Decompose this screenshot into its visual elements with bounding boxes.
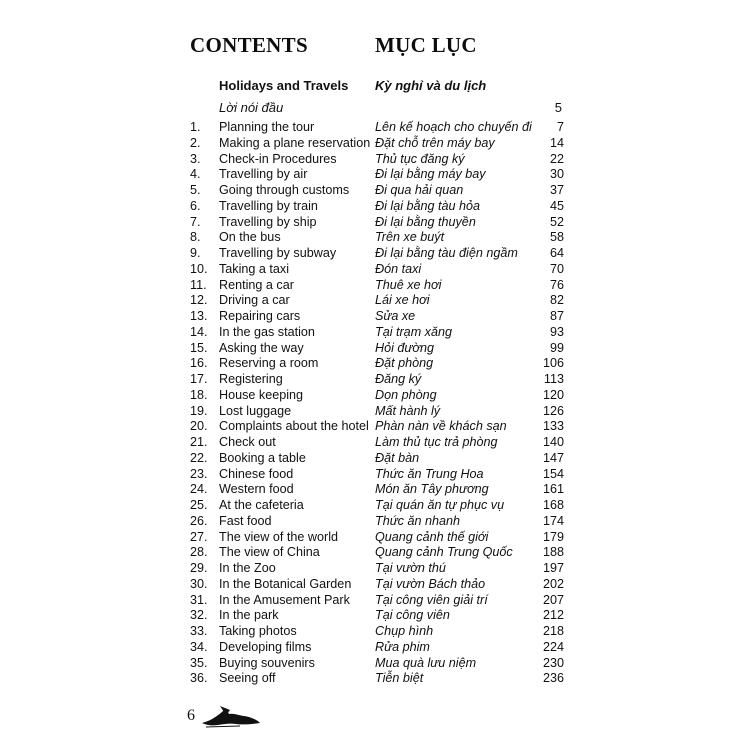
entry-page: 197 [542, 561, 564, 575]
entry-title-vi: Lên kế hoạch cho chuyến đi [375, 120, 532, 134]
entry-title-vi: Tại công viên [375, 608, 450, 623]
entry-page: 82 [549, 293, 564, 308]
entry-number: 26. [190, 513, 208, 528]
entry-title-en: Seeing off [219, 671, 276, 686]
entry-number: 18. [190, 387, 208, 402]
entry-title-en: Driving a car [219, 293, 290, 308]
entry-number: 24. [190, 482, 208, 497]
entry-title-en: Travelling by train [219, 198, 318, 213]
toc-row [190, 561, 566, 577]
entry-page: 168 [542, 498, 564, 512]
toc-list [190, 120, 566, 687]
entry-number: 23. [190, 466, 208, 481]
entry-title-en: In the park [219, 608, 279, 623]
entry-title-en: Registering [219, 372, 283, 386]
entry-number: 21. [190, 435, 208, 449]
toc-row [190, 230, 566, 246]
entry-page: 230 [542, 655, 564, 670]
entry-title-en: Lost luggage [219, 403, 292, 418]
entry-page: 236 [542, 671, 564, 686]
entry-title-vi: Trên xe buýt [375, 230, 445, 245]
entry-title-en: On the bus [219, 230, 281, 245]
entry-title-en: Asking the way [219, 340, 304, 355]
entry-title-en: Booking a table [219, 450, 306, 465]
entry-number: 22. [190, 450, 208, 465]
entry-number: 7. [190, 214, 201, 229]
entry-title-en: Check out [219, 435, 276, 449]
entry-title-en: Going through customs [219, 183, 350, 197]
toc-row [190, 120, 566, 136]
toc-row [190, 183, 566, 199]
entry-page: 58 [549, 230, 564, 245]
entry-title-en: Making a plane reservation [219, 135, 371, 150]
toc-row [190, 388, 566, 404]
entry-title-en: Chinese food [219, 466, 294, 481]
entry-title-vi: Thủ tục đăng ký [375, 151, 465, 166]
entry-number: 35. [190, 655, 208, 670]
toc-row [190, 136, 566, 152]
entry-number: 19. [190, 403, 208, 418]
entry-title-vi: Đặt phòng [375, 356, 434, 371]
entry-number: 36. [190, 671, 208, 686]
entry-number: 16. [190, 356, 208, 371]
entry-title-vi: Thức ăn Trung Hoa [375, 466, 484, 481]
entry-page: 113 [543, 372, 564, 386]
toc-row [190, 482, 566, 498]
entry-page: 188 [542, 545, 564, 560]
entry-title-en: Check-in Procedures [219, 151, 337, 166]
entry-title-vi: Tiễn biệt [375, 671, 424, 686]
entry-page: 202 [542, 576, 564, 591]
entry-title-vi: Món ăn Tây phương [375, 482, 489, 497]
entry-number: 25. [190, 498, 208, 512]
entry-number: 4. [190, 167, 201, 182]
entry-page: 161 [542, 482, 564, 497]
entry-number: 6. [190, 198, 201, 213]
entry-title-en: Travelling by air [219, 167, 308, 182]
entry-number: 28. [190, 545, 208, 560]
entry-number: 2. [190, 135, 201, 150]
entry-title-vi: Đi lại bằng thuyền [375, 214, 476, 229]
entry-title-en: The view of China [219, 545, 320, 560]
entry-number: 10. [190, 261, 208, 276]
entry-page: 174 [542, 513, 564, 528]
entry-title-vi: Phàn nàn về khách sạn [375, 419, 507, 434]
entry-page: 133 [542, 419, 564, 434]
entry-title-vi: Đi lại bằng tàu điện ngầm [375, 246, 518, 260]
entry-number: 32. [190, 608, 208, 623]
entry-title-vi: Đi lại bằng tàu hỏa [375, 198, 481, 213]
entry-title-vi: Đặt chỗ trên máy bay [375, 135, 495, 150]
entry-title-vi: Tại quán ăn tự phục vụ [375, 498, 505, 512]
toc-row [190, 467, 566, 483]
entry-page: 147 [542, 450, 564, 465]
entry-title-vi: Tại công viên giải trí [375, 592, 488, 607]
entry-title-en: Taking a taxi [219, 261, 290, 276]
entry-title-vi: Tại trạm xăng [375, 324, 452, 339]
entry-title-vi: Đi qua hải quan [375, 183, 464, 197]
toc-row [190, 624, 566, 640]
toc-row [190, 199, 566, 215]
entry-number: 5. [190, 183, 201, 197]
entry-page: 126 [542, 403, 564, 418]
entry-number: 11. [190, 277, 207, 292]
entry-title-vi: Làm thủ tục trả phòng [375, 435, 498, 449]
entry-number: 29. [190, 561, 208, 575]
section-heading-vi: Kỳ nghỉ và du lịch [375, 78, 487, 93]
toc-row [190, 341, 566, 357]
entry-title-en: Planning the tour [219, 120, 315, 134]
entry-page: 106 [542, 356, 564, 371]
entry-page: 76 [549, 277, 564, 292]
entry-page: 179 [542, 529, 564, 544]
entry-page: 212 [542, 608, 564, 623]
toc-row [190, 309, 566, 325]
toc-row [190, 404, 566, 420]
entry-page: 30 [549, 167, 564, 182]
page-number: 6 [187, 707, 195, 724]
entry-title-vi: Rửa phim [375, 639, 430, 654]
entry-title-en: House keeping [219, 387, 304, 402]
entry-page: 99 [549, 340, 564, 355]
toc-row [190, 671, 566, 687]
entry-title-vi: Thuê xe hơi [375, 277, 442, 292]
muc-luc-title: MỤC LỤC [375, 33, 477, 57]
entry-title-vi: Đón taxi [375, 261, 422, 276]
entry-number: 3. [190, 151, 201, 166]
entry-number: 30. [190, 576, 208, 591]
entry-number: 15. [190, 340, 208, 355]
entry-title-en: In the gas station [219, 324, 315, 339]
entry-title-en: Fast food [219, 513, 272, 528]
entry-title-vi: Đăng ký [375, 372, 422, 386]
toc-row [190, 530, 566, 546]
entry-title-vi: Dọn phòng [375, 387, 437, 402]
entry-title-en: Renting a car [219, 277, 294, 292]
entry-page: 120 [542, 387, 564, 402]
entry-title-vi: Chụp hình [375, 624, 434, 638]
entry-title-en: At the cafeteria [219, 498, 304, 512]
entry-number: 27. [190, 529, 208, 544]
entry-title-en: The view of the world [219, 529, 338, 544]
toc-row [190, 593, 566, 609]
entry-title-en: Developing films [219, 639, 312, 654]
entry-title-vi: Lái xe hơi [375, 293, 430, 308]
entry-page: 87 [549, 309, 564, 323]
toc-row [190, 215, 566, 231]
entry-title-vi: Hỏi đường [375, 340, 435, 355]
toc-row [190, 293, 566, 309]
toc-row [190, 167, 566, 183]
entry-number: 31. [190, 592, 208, 607]
entry-title-en: Buying souvenirs [219, 655, 315, 670]
toc-row [190, 640, 566, 656]
entry-number: 34. [190, 639, 208, 654]
toc-row [190, 545, 566, 561]
entry-title-en: In the Zoo [219, 561, 276, 575]
entry-title-vi: Quang cảnh thế giới [375, 529, 489, 544]
entry-page: 14 [549, 135, 564, 150]
entry-number: 14. [190, 324, 208, 339]
entry-title-en: Travelling by subway [219, 246, 337, 260]
toc-row [190, 451, 566, 467]
preface-title: Lời nói đầu [219, 100, 284, 115]
entry-number: 20. [190, 419, 208, 434]
entry-title-en: Western food [219, 482, 294, 497]
entry-title-vi: Thức ăn nhanh [375, 513, 461, 528]
entry-title-en: Reserving a room [219, 356, 319, 371]
entry-title-vi: Quang cảnh Trung Quốc [375, 545, 513, 560]
section-heading-en: Holidays and Travels [219, 78, 349, 93]
entry-page: 52 [549, 214, 564, 229]
toc-row [190, 498, 566, 514]
toc-row [190, 435, 566, 451]
entry-page: 140 [542, 435, 564, 449]
entry-title-vi: Tại vườn thú [375, 561, 446, 575]
toc-row [190, 356, 566, 372]
entry-title-vi: Đặt bàn [375, 450, 420, 465]
bird-ornament-icon [200, 703, 262, 729]
entry-number: 13. [190, 309, 208, 323]
entry-title-en: In the Amusement Park [219, 592, 350, 607]
entry-title-en: Travelling by ship [219, 214, 317, 229]
entry-page: 45 [549, 198, 564, 213]
entry-page: 93 [549, 324, 564, 339]
preface-page: 5 [554, 100, 562, 115]
toc-row [190, 372, 566, 388]
entry-title-vi: Tại vườn Bách thảo [375, 576, 486, 591]
toc-row [190, 608, 566, 624]
preface-entry [219, 100, 564, 115]
entry-page: 207 [542, 592, 564, 607]
toc-row [190, 514, 566, 530]
entry-number: 8. [190, 230, 201, 245]
toc-row [190, 325, 566, 341]
entry-page: 224 [542, 639, 564, 654]
entry-page: 218 [542, 624, 564, 638]
entry-title-en: Repairing cars [219, 309, 301, 323]
toc-row [190, 419, 566, 435]
entry-page: 154 [542, 466, 564, 481]
entry-title-vi: Đi lại bằng máy bay [375, 167, 486, 182]
entry-page: 22 [549, 151, 564, 166]
entry-title-vi: Mua quà lưu niệm [375, 655, 477, 670]
entry-title-en: Complaints about the hotel [219, 419, 369, 434]
entry-title-vi: Mất hành lý [375, 403, 441, 418]
toc-row [190, 656, 566, 672]
contents-title: CONTENTS [190, 33, 308, 57]
entry-number: 33. [190, 624, 208, 638]
entry-number: 9. [190, 246, 201, 260]
entry-number: 12. [190, 293, 208, 308]
toc-row [190, 577, 566, 593]
entry-number: 17. [190, 372, 208, 386]
toc-row [190, 262, 566, 278]
entry-title-en: In the Botanical Garden [219, 576, 352, 591]
entry-page: 64 [549, 246, 564, 260]
entry-page: 7 [556, 120, 564, 134]
entry-title-vi: Sửa xe [375, 309, 416, 323]
toc-row [190, 278, 566, 294]
entry-number: 1. [190, 120, 201, 134]
entry-page: 70 [549, 261, 564, 276]
toc-row [190, 246, 566, 262]
entry-page: 37 [549, 183, 564, 197]
toc-row [190, 152, 566, 168]
entry-title-en: Taking photos [219, 624, 297, 638]
